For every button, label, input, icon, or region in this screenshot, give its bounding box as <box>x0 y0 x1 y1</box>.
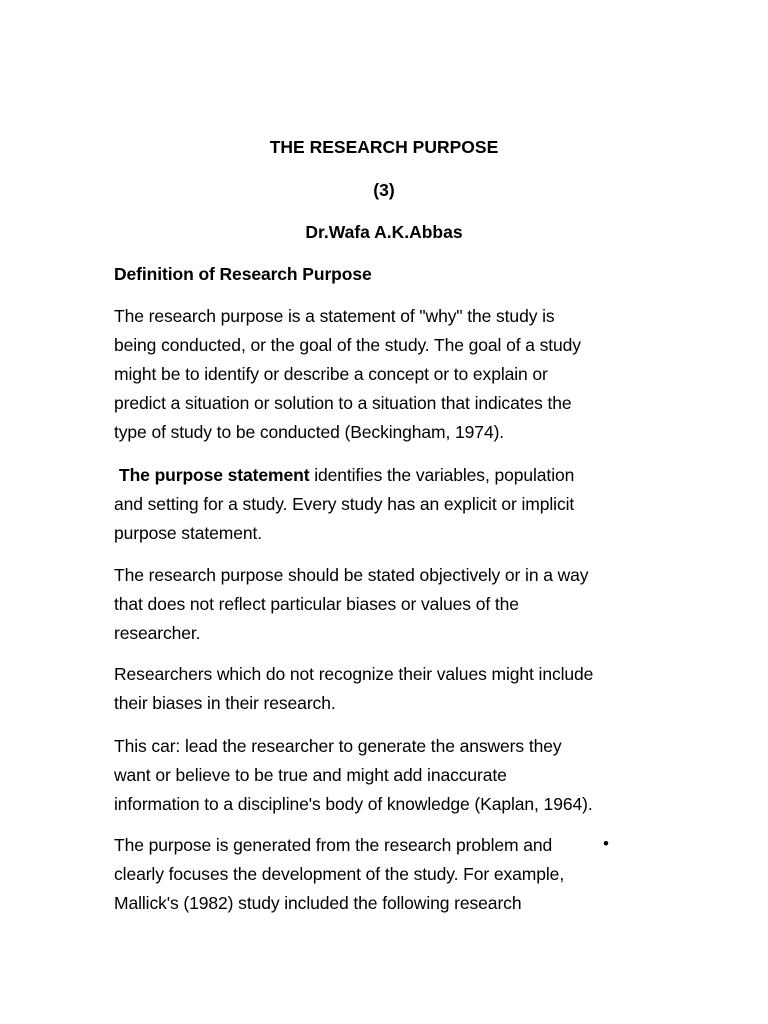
paragraph-line: might be to identify or describe a concept or to explain or <box>114 364 548 384</box>
paragraph-line: The research purpose is a statement of "why" the study is <box>114 306 555 326</box>
document-author: Dr.Wafa A.K.Abbas <box>305 222 463 242</box>
document-title: THE RESEARCH PURPOSE <box>269 137 499 157</box>
purpose-statement-term: The purpose statement <box>119 465 310 485</box>
paragraph-line: This car: lead the researcher to generate the answers they <box>114 736 562 756</box>
paragraph-line: The purpose is generated from the research problem and <box>114 835 553 855</box>
paragraph-line: that does not reflect particular biases or values of the <box>114 594 519 614</box>
paragraph-line: The research purpose should be stated objectively or in a way <box>114 565 589 585</box>
section-heading: Definition of Research Purpose <box>114 264 372 284</box>
document-number: (3) <box>373 180 395 200</box>
paragraph-1 <box>114 302 634 447</box>
paragraph-line: information to a discipline's body of knowledge (Kaplan, 1964). <box>114 794 593 814</box>
paragraph-6 <box>114 831 634 918</box>
paragraph-line-rest: identifies the variables, population <box>309 465 575 485</box>
bullet-icon: • <box>603 834 609 853</box>
paragraph-2-continued <box>114 490 634 548</box>
paragraph-4 <box>114 660 634 718</box>
paragraph-5 <box>114 732 634 819</box>
paragraph-line <box>119 461 639 490</box>
paragraph-line: purpose statement. <box>114 523 263 543</box>
paragraph-line: their biases in their research. <box>114 693 336 713</box>
paragraph-line: Researchers which do not recognize their values might include <box>114 664 594 684</box>
paragraph-line: clearly focuses the development of the study. For example, <box>114 864 565 884</box>
paragraph-line: being conducted, or the goal of the study. The goal of a study <box>114 335 581 355</box>
paragraph-line: Mallick's (1982) study included the following research <box>114 893 522 913</box>
paragraph-line: type of study to be conducted (Beckingham, 1974). <box>114 422 505 442</box>
paragraph-2 <box>119 461 639 490</box>
paragraph-3 <box>114 561 634 648</box>
paragraph-line: predict a situation or solution to a situation that indicates the <box>114 393 572 413</box>
paragraph-line: and setting for a study. Every study has an explicit or implicit <box>114 494 575 514</box>
paragraph-line: researcher. <box>114 623 201 643</box>
paragraph-line: want or believe to be true and might add inaccurate <box>114 765 507 785</box>
